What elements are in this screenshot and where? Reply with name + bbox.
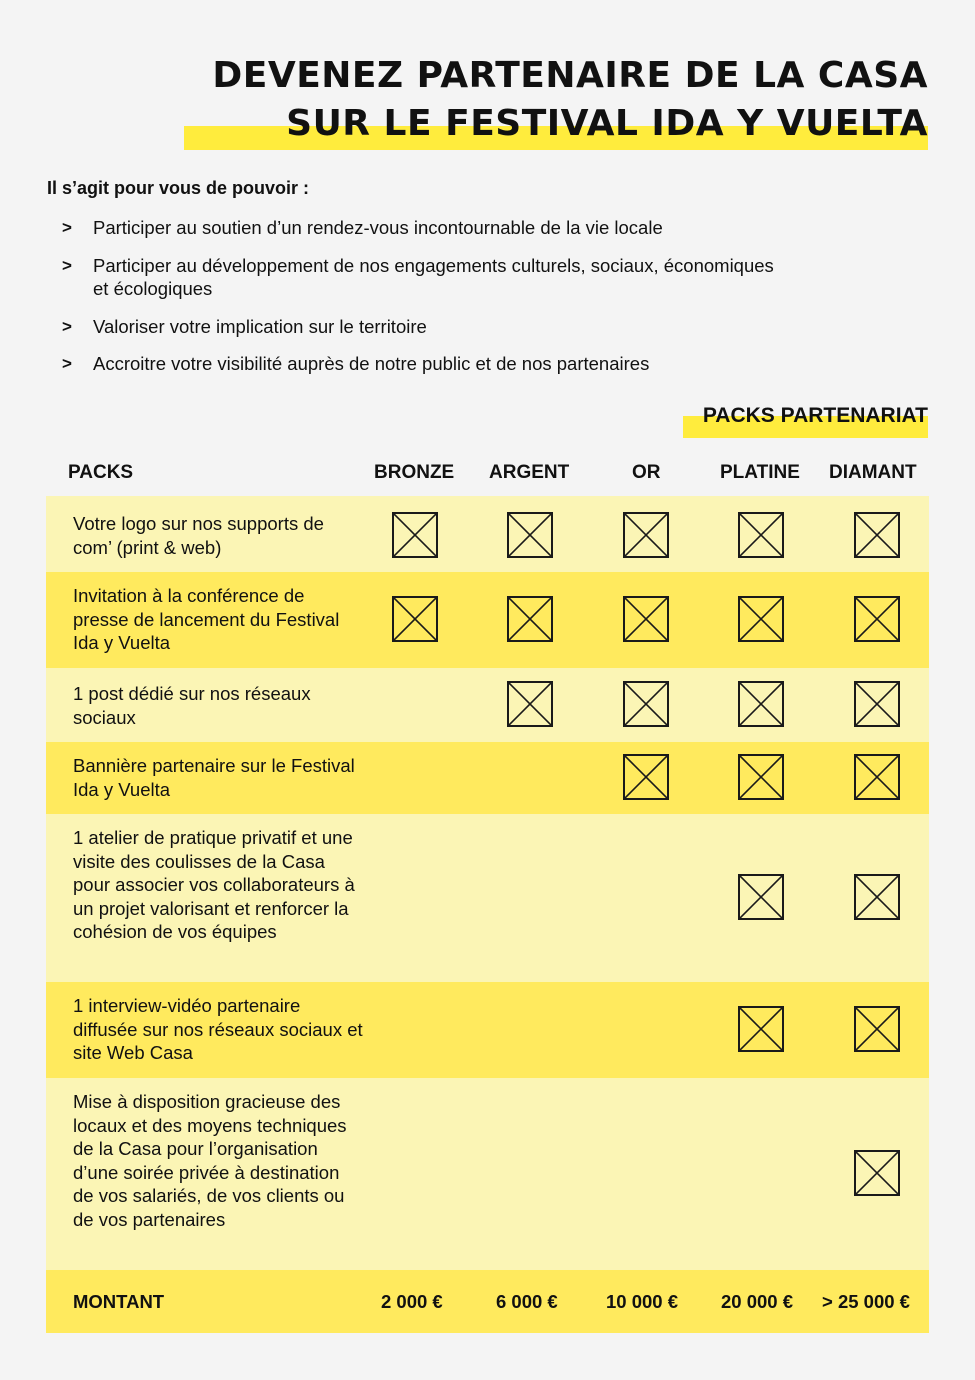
chevron-right-icon: > (62, 218, 72, 237)
included-or-icon (623, 512, 669, 558)
table-row (46, 982, 929, 1078)
amount-argent: 6 000 € (496, 1291, 558, 1312)
intro-text: Il s’agit pour vous de pouvoir : (47, 178, 310, 198)
included-platine-icon (738, 1006, 784, 1052)
table-row (46, 496, 929, 572)
included-diamant-icon (854, 1006, 900, 1052)
table-row (46, 572, 929, 668)
amount-or: 10 000 € (606, 1291, 679, 1312)
table-row (46, 814, 929, 982)
title-line-2: SUR LE FESTIVAL IDA Y VUELTA (212, 100, 928, 148)
included-platine-icon (738, 874, 784, 920)
included-diamant-icon (854, 681, 900, 727)
included-bronze-icon (392, 596, 438, 642)
table-row (46, 1078, 929, 1270)
total-label: MONTANT (73, 1291, 165, 1312)
header-diamant: DIAMANT (829, 462, 917, 483)
included-platine-icon (738, 512, 784, 558)
benefits-list (62, 216, 782, 390)
table-row (46, 668, 929, 742)
packs-table (46, 452, 929, 1333)
list-item: > Participer au développement de nos engagements culturels, sociaux, économiques et écologiques (62, 254, 774, 299)
included-diamant-icon (854, 596, 900, 642)
header-platine: PLATINE (720, 462, 800, 483)
row-label: 1 atelier de pratique privatif et une visite des coulisses de la Casa pour associer vos collaborateurs à un projet valorisant et renforcer la cohésion de vos équipes (73, 827, 355, 943)
page-title (212, 52, 928, 148)
row-label: 1 post dédié sur nos réseaux sociaux (73, 683, 311, 728)
included-diamant-icon (854, 1150, 900, 1196)
amount-bronze: 2 000 € (381, 1291, 443, 1312)
title-line-1: DEVENEZ PARTENAIRE DE LA CASA (212, 55, 928, 96)
row-label: 1 interview-vidéo partenaire diffusée sur nos réseaux sociaux et site Web Casa (73, 995, 363, 1064)
included-platine-icon (738, 596, 784, 642)
header-packs: PACKS (68, 462, 134, 483)
list-item: > Accroitre votre visibilité auprès de notre public et de nos partenaires (62, 353, 650, 374)
header-or: OR (632, 462, 661, 483)
table-header (46, 452, 929, 496)
header-bronze: BRONZE (374, 462, 455, 483)
included-argent-icon (507, 512, 553, 558)
chevron-right-icon: > (62, 354, 72, 373)
row-label: Mise à disposition gracieuse des locaux et des moyens techniques de la Casa pour l’organisation d’une soirée privée à destination de vos salariés, de vos clients ou de vos partenaires (73, 1091, 347, 1230)
row-label: Invitation à la conférence de presse de lancement du Festival Ida y Vuelta (73, 585, 340, 654)
included-or-icon (623, 681, 669, 727)
total-row (46, 1270, 929, 1333)
amount-platine: 20 000 € (721, 1291, 794, 1312)
amount-diamant: > 25 000 € (822, 1291, 910, 1312)
included-platine-icon (738, 681, 784, 727)
included-diamant-icon (854, 512, 900, 558)
included-platine-icon (738, 754, 784, 800)
chevron-right-icon: > (62, 255, 72, 275)
included-argent-icon (507, 681, 553, 727)
chevron-right-icon: > (62, 316, 72, 336)
packs-heading: PACKS PARTENARIAT (683, 404, 928, 428)
header-argent: ARGENT (489, 462, 570, 483)
included-bronze-icon (392, 512, 438, 558)
included-diamant-icon (854, 754, 900, 800)
table-row (46, 742, 929, 814)
included-or-icon (623, 754, 669, 800)
list-item: > Valoriser votre implication sur le territoire (62, 315, 427, 337)
included-argent-icon (507, 596, 553, 642)
list-item: > Participer au soutien d’un rendez-vous incontournable de la vie locale (62, 217, 663, 238)
row-label: Bannière partenaire sur le Festival Ida y Vuelta (73, 755, 355, 800)
included-diamant-icon (854, 874, 900, 920)
included-or-icon (623, 596, 669, 642)
table-body (46, 496, 929, 1270)
row-label: Votre logo sur nos supports de com’ (print & web) (73, 513, 324, 558)
